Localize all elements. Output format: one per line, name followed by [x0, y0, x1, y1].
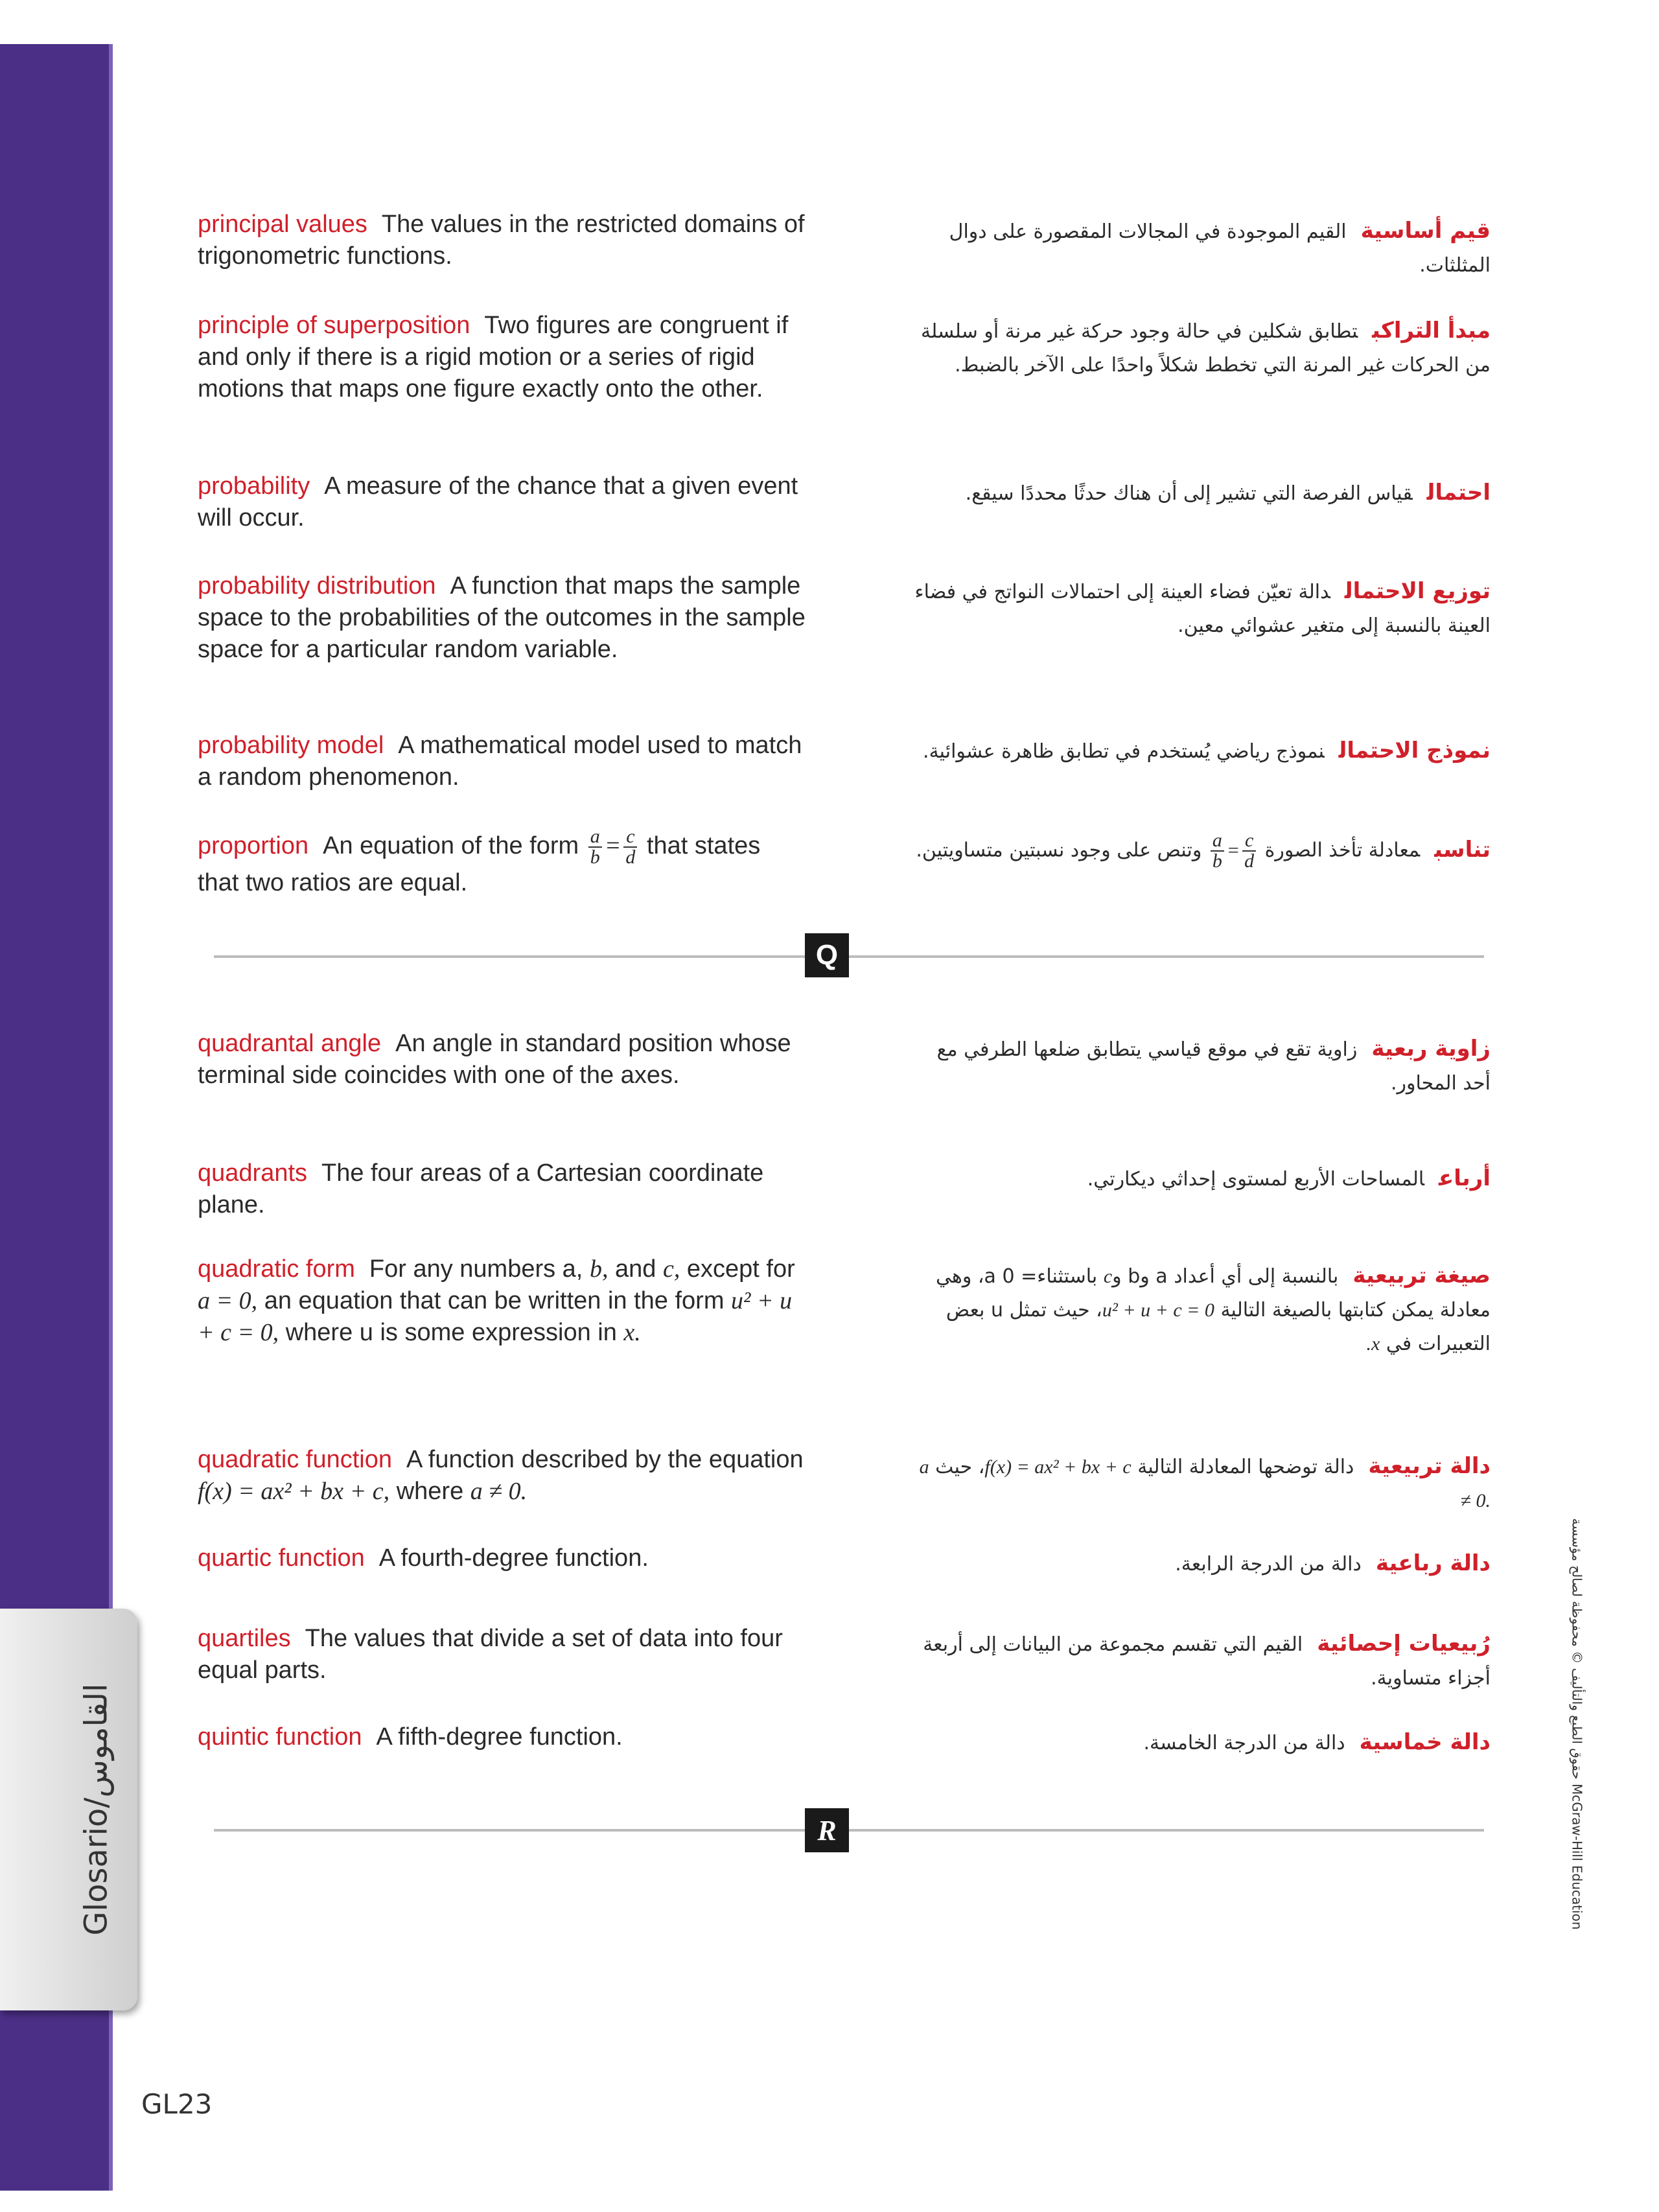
glossary-entry-quadrants-ar — [904, 1161, 1491, 1196]
definition-ar-cont: وتنص على وجود نسبتين متساويتين. — [916, 839, 1202, 862]
definition: A fourth-degree function. — [378, 1544, 649, 1572]
glossary-entry-probability — [198, 471, 807, 534]
term-ar: دالة تربيعية — [1368, 1453, 1491, 1479]
glossary-entry-probability-distribution — [198, 570, 807, 666]
term-ar: تناسب — [1434, 836, 1491, 863]
glossary-entry-proportion: proportion An equation of the form $\frac{a}{b}$ = $\frac{c}{d}$ that states that two ratios are equal. — [198, 826, 761, 896]
term: proportion — [198, 832, 309, 860]
term: quadratic form — [198, 1255, 355, 1283]
term-ar: مبدأ التراكب — [1372, 318, 1491, 343]
section-letter-r: R — [805, 1808, 849, 1852]
definition-ar: نموذج رياضي يُستخدم في تطابق ظاهرة عشوائية. — [923, 740, 1325, 763]
definition: The values that divide a set of data into four equal parts. — [198, 1625, 783, 1684]
definition-ar: قياس الفرصة التي تشير إلى أن هناك حدثًا محددًا سيقع. — [965, 482, 1413, 505]
fraction-c-over-d-ar: $\frac{c}{d}$ — [1242, 831, 1256, 871]
term: quartic function — [198, 1544, 365, 1572]
copyright-credit: حقوق الطبع والتأليف © محفوظة لصالح مؤسسة McGraw-Hill Education — [1569, 1518, 1584, 1930]
definition: A fifth-degree function. — [376, 1723, 623, 1751]
definition: A function that maps the sample space to the probabilities of the outcomes in the sample space for a particular random variable. — [198, 572, 806, 663]
equation-ar: u² + u + c = 0 — [1102, 1299, 1214, 1321]
glossary-entry-quartiles-ar — [904, 1627, 1491, 1695]
term-ar: توزيع الاحتمال — [1344, 578, 1491, 604]
definition: The four areas of a Cartesian coordinate plane. — [198, 1159, 764, 1218]
glossary-entry-probability-ar — [904, 476, 1491, 511]
definition: An equation of the form — [323, 832, 579, 860]
definition: The values in the restricted domains of trigonometric functions. — [198, 211, 805, 270]
definition-ar: دالة تعيّن فضاء العينة إلى احتمالات النواتج في فضاء العينة بالنسبة إلى متغير عشوائي معين. — [914, 581, 1491, 637]
term-ar: دالة خماسية — [1359, 1729, 1491, 1755]
glossary-entry-quadrantal-angle — [198, 1028, 807, 1091]
fraction-a-over-b-ar: $\frac{a}{b}$ — [1211, 831, 1224, 871]
glossary-entry-principal-values-ar — [904, 214, 1491, 283]
term: principle of superposition — [198, 312, 470, 339]
term-ar: صيغة تربيعية — [1352, 1263, 1491, 1288]
term: probability — [198, 472, 310, 500]
definition-ar: معادلة تأخذ الصورة — [1264, 839, 1421, 862]
term: quadrants — [198, 1159, 308, 1187]
equation-ar: f(x) = ax² + bx + c — [984, 1456, 1131, 1478]
fraction-c-over-d: $\frac{c}{d}$ — [623, 827, 637, 867]
term: quartiles — [198, 1625, 291, 1652]
definition-cont: that states that two ratios are equal. — [198, 832, 761, 896]
glossary-entry-quadrantal-angle-ar — [904, 1032, 1491, 1100]
equation: u² + u + c = 0, — [198, 1287, 793, 1346]
term-ar: أرباع — [1439, 1165, 1491, 1191]
term-ar: احتمال — [1426, 480, 1491, 506]
glossary-entry-probability-model-ar — [904, 734, 1491, 769]
term-ar: دالة رباعية — [1375, 1550, 1491, 1576]
glossary-entry-proportion-ar: تناسبمعادلة تأخذ الصورة $\frac{a}{b}$ = $\frac{c}{d}$ وتنص على وجود نسبتين متساويتين. — [916, 830, 1491, 872]
term-ar: قيم أساسية — [1360, 218, 1491, 244]
glossary-entry-superposition — [198, 310, 807, 405]
glossary-tab[interactable] — [0, 1609, 137, 2010]
glossary-entry-quadratic-form-ar: صيغة تربيعيةبالنسبة إلى أي أعداد a وb وc باستثناء= a 0، وهي معادلة يمكن كتابتها بالصيغة التالية u² + u + c = 0، حيث تمثل u بعض التعبيرات في x. — [936, 1263, 1491, 1355]
term: quintic function — [198, 1723, 362, 1751]
glossary-entry-superposition-ar — [904, 314, 1491, 382]
glossary-entry-quadrants — [198, 1158, 807, 1221]
definition-ar: دالة من الدرجة الخامسة. — [1143, 1732, 1345, 1754]
glossary-entry-principal-values — [198, 209, 807, 272]
definition-ar: القيم الموجودة في المجالات المقصورة على دوال المثلثات. — [949, 220, 1491, 277]
definition-ar: دالة من الدرجة الرابعة. — [1175, 1553, 1362, 1576]
definition-ar: زاوية تقع في موقع قياسي يتطابق ضلعها الطرفي مع أحد المحاور. — [936, 1038, 1491, 1095]
definition: A measure of the chance that a given event will occur. — [198, 472, 798, 531]
glossary-entry-probability-model — [198, 730, 807, 793]
section-letter-q: Q — [805, 933, 849, 977]
definition: An angle in standard position whose terminal side coincides with one of the axes. — [198, 1030, 791, 1089]
glossary-entry-quintic-function-ar — [904, 1725, 1491, 1760]
term-ar: رُبيعيات إحصائية — [1317, 1631, 1491, 1657]
definition-ar: القيم التي تقسم مجموعة من البيانات إلى أربعة أجزاء متساوية. — [923, 1633, 1491, 1690]
glossary-entry-quartic-function-ar — [904, 1546, 1491, 1581]
glossary-entry-quartiles — [198, 1623, 807, 1686]
section-divider-q — [214, 955, 1484, 958]
term: principal values — [198, 211, 367, 238]
glossary-entry-quintic-function — [198, 1721, 807, 1753]
definition: Two figures are congruent if and only if there is a rigid motion or a series of rigid motions that maps one figure exactly onto the other. — [198, 312, 789, 402]
definition-ar: المساحات الأربع لمستوى إحداثي ديكارتي. — [1087, 1168, 1424, 1191]
definition-ar: تطابق شكلين في حالة وجود حركة غير مرنة أو سلسلة من الحركات غير المرنة التي تخطط شكلاً واحدًا على الآخر بالضبط. — [921, 320, 1491, 377]
glossary-entry-quadratic-function: quadratic function A function described by the equation f(x) = ax² + bx + c, where a ≠ 0. — [198, 1446, 804, 1505]
definition: A mathematical model used to match a random phenomenon. — [198, 732, 802, 791]
term: quadrantal angle — [198, 1030, 382, 1057]
glossary-tab-label: Glosario/القاموس — [78, 1683, 114, 1936]
equation: f(x) = ax² + bx + c, — [198, 1478, 390, 1505]
glossary-entry-quadratic-form: quadratic form For any numbers a, b, and c, except for a = 0, an equation that can be written in the form u² + u + c = 0, where u is some expression in x. — [198, 1255, 795, 1346]
fraction-a-over-b: $\frac{a}{b}$ — [588, 827, 602, 867]
term: quadratic function — [198, 1446, 392, 1473]
term: probability distribution — [198, 572, 436, 600]
glossary-entry-quadratic-function-ar: دالة تربيعيةدالة توضحها المعادلة التالية f(x) = ax² + bx + c، حيث a ≠ 0. — [919, 1453, 1491, 1511]
term-ar: زاوية ربعية — [1371, 1036, 1491, 1062]
term: probability model — [198, 732, 384, 759]
glossary-entry-quartic-function — [198, 1543, 807, 1574]
term-ar: نموذج الاحتمال — [1338, 738, 1491, 763]
section-divider-r — [214, 1829, 1484, 1832]
glossary-entry-probability-distribution-ar — [904, 574, 1491, 643]
page-number: GL23 — [141, 2088, 213, 2120]
